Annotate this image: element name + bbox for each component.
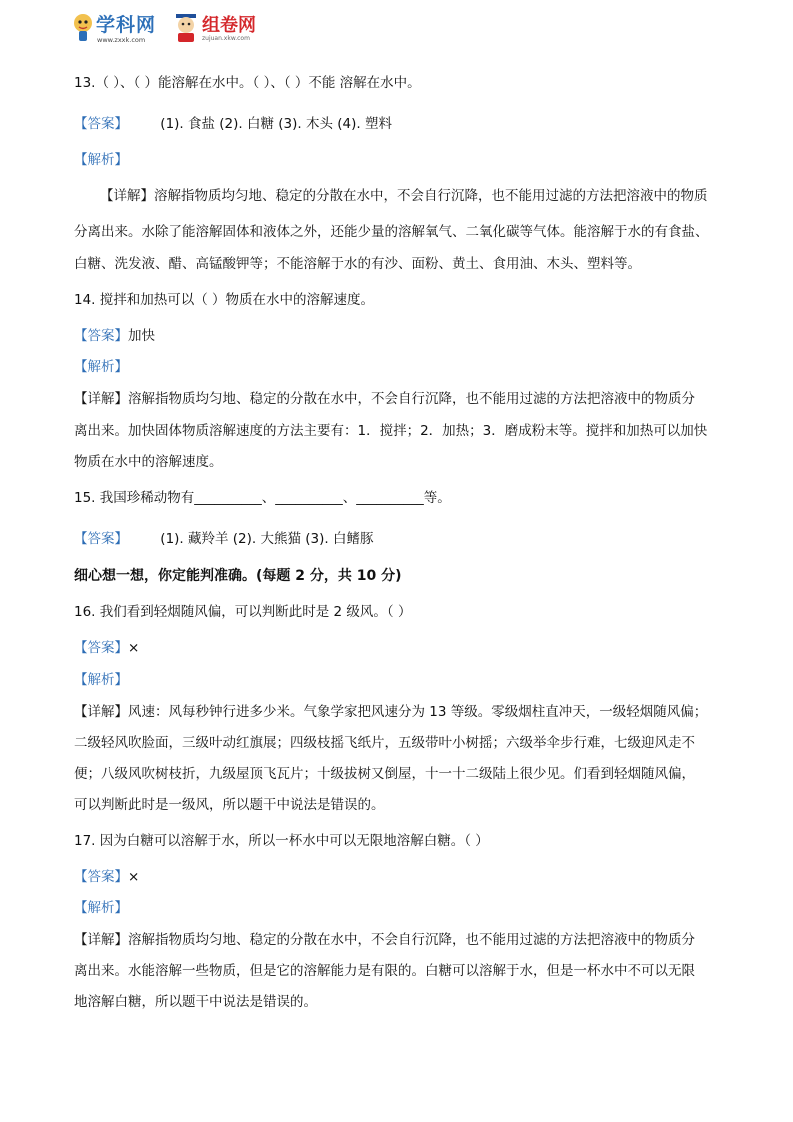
explanation-line: 便；八级风吹树枝折，九级屋顶飞瓦片；十级拔树又倒屋，十一十二级陆上很少见。们看到轻烟随风偏，	[74, 766, 695, 782]
page-header	[72, 8, 332, 48]
explanation-line: 【详解】溶解指物质均匀地、稳定的分散在水中，不会自行沉降，也不能用过滤的方法把溶液中的物质分	[74, 932, 695, 948]
explanation-line: 物质在水中的溶解速度。	[74, 454, 223, 470]
answer-row-15	[74, 529, 374, 549]
question-13: 13.（ ）、（ ）能溶解在水中。（ ）、（ ）不能 溶解在水中。	[74, 75, 421, 91]
analysis-label: 【解析】	[74, 359, 128, 375]
question-14: 14. 搅拌和加热可以（ ）物质在水中的溶解速度。	[74, 292, 375, 308]
answer-row-14	[74, 326, 155, 346]
explanation-line: 【详解】风速：风每秒钟行进多少米。气象学家把风速分为 13 等级。零级烟柱直冲天，一级轻烟随风偏；	[74, 704, 708, 720]
answer-text: (1). 藏羚羊 (2). 大熊猫 (3). 白鳍豚	[160, 531, 374, 547]
explanation-line: 二级轻风吹脸面，三级叶动红旗展；四级枝摇飞纸片，五级带叶小树摇；六级举伞步行难，七级迎风走不	[74, 735, 695, 751]
mascot-icon	[72, 12, 94, 44]
zxxk-logo-text: 学科网	[96, 14, 157, 36]
explanation-line: 离出来。水能溶解一些物质，但是它的溶解能力是有限的。白糖可以溶解于水，但是一杯水中不可以无限	[74, 963, 695, 979]
explanation-line: 地溶解白糖，所以题干中说法是错误的。	[74, 994, 317, 1010]
analysis-label: 【解析】	[74, 672, 128, 688]
explanation-line: 白糖、洗发液、醋、高锰酸钾等；不能溶解于水的有沙、面粉、黄土、食用油、木头、塑料等。	[74, 256, 641, 272]
question-16: 16. 我们看到轻烟随风偏，可以判断此时是 2 级风。（ ）	[74, 604, 412, 620]
answer-label: 【答案】	[74, 116, 128, 132]
explanation-line: 【详解】溶解指物质均匀地、稳定的分散在水中，不会自行沉降，也不能用过滤的方法把溶液中的物质	[100, 188, 708, 204]
zujuan-logo-text: 组卷网	[202, 15, 256, 36]
question-17: 17. 因为白糖可以溶解于水，所以一杯水中可以无限地溶解白糖。（ ）	[74, 833, 489, 849]
answer-row-17	[74, 867, 139, 887]
answer-label: 【答案】	[74, 328, 128, 344]
answer-row-16	[74, 638, 139, 658]
answer-label: 【答案】	[74, 640, 128, 656]
zxxk-logo-url: www.zxxk.com	[97, 36, 146, 44]
answer-text: ×	[128, 869, 140, 885]
answer-text: 加快	[128, 328, 155, 344]
explanation-line: 分离出来。水除了能溶解固体和液体之外，还能少量的溶解氧气、二氧化碳等气体。能溶解于水的有食盐、	[74, 224, 709, 240]
explanation-line: 可以判断此时是一级风，所以题干中说法是错误的。	[74, 797, 385, 813]
analysis-label: 【解析】	[74, 900, 128, 916]
section-heading: 细心想一想，你定能判准确。(每题 2 分，共 10 分)	[74, 568, 402, 584]
answer-text: (1). 食盐 (2). 白糖 (3). 木头 (4). 塑料	[160, 116, 392, 132]
analysis-label: 【解析】	[74, 152, 128, 168]
explanation-line: 【详解】溶解指物质均匀地、稳定的分散在水中，不会自行沉降，也不能用过滤的方法把溶液中的物质分	[74, 391, 695, 407]
zujuan-logo-url: zujuan.xkw.com	[202, 35, 250, 42]
zujuan-logo	[172, 10, 332, 48]
question-15: 15. 我国珍稀动物有__________、__________、__________等。	[74, 490, 451, 506]
zxxk-logo	[72, 10, 172, 48]
answer-label: 【答案】	[74, 531, 128, 547]
student-mascot-icon	[172, 12, 200, 44]
answer-row-13	[74, 114, 392, 134]
answer-label: 【答案】	[74, 869, 128, 885]
explanation-line: 离出来。加快固体物质溶解速度的方法主要有：1．搅拌；2．加热；3．磨成粉末等。搅拌和加热可以加快	[74, 423, 708, 439]
answer-text: ×	[128, 640, 140, 656]
